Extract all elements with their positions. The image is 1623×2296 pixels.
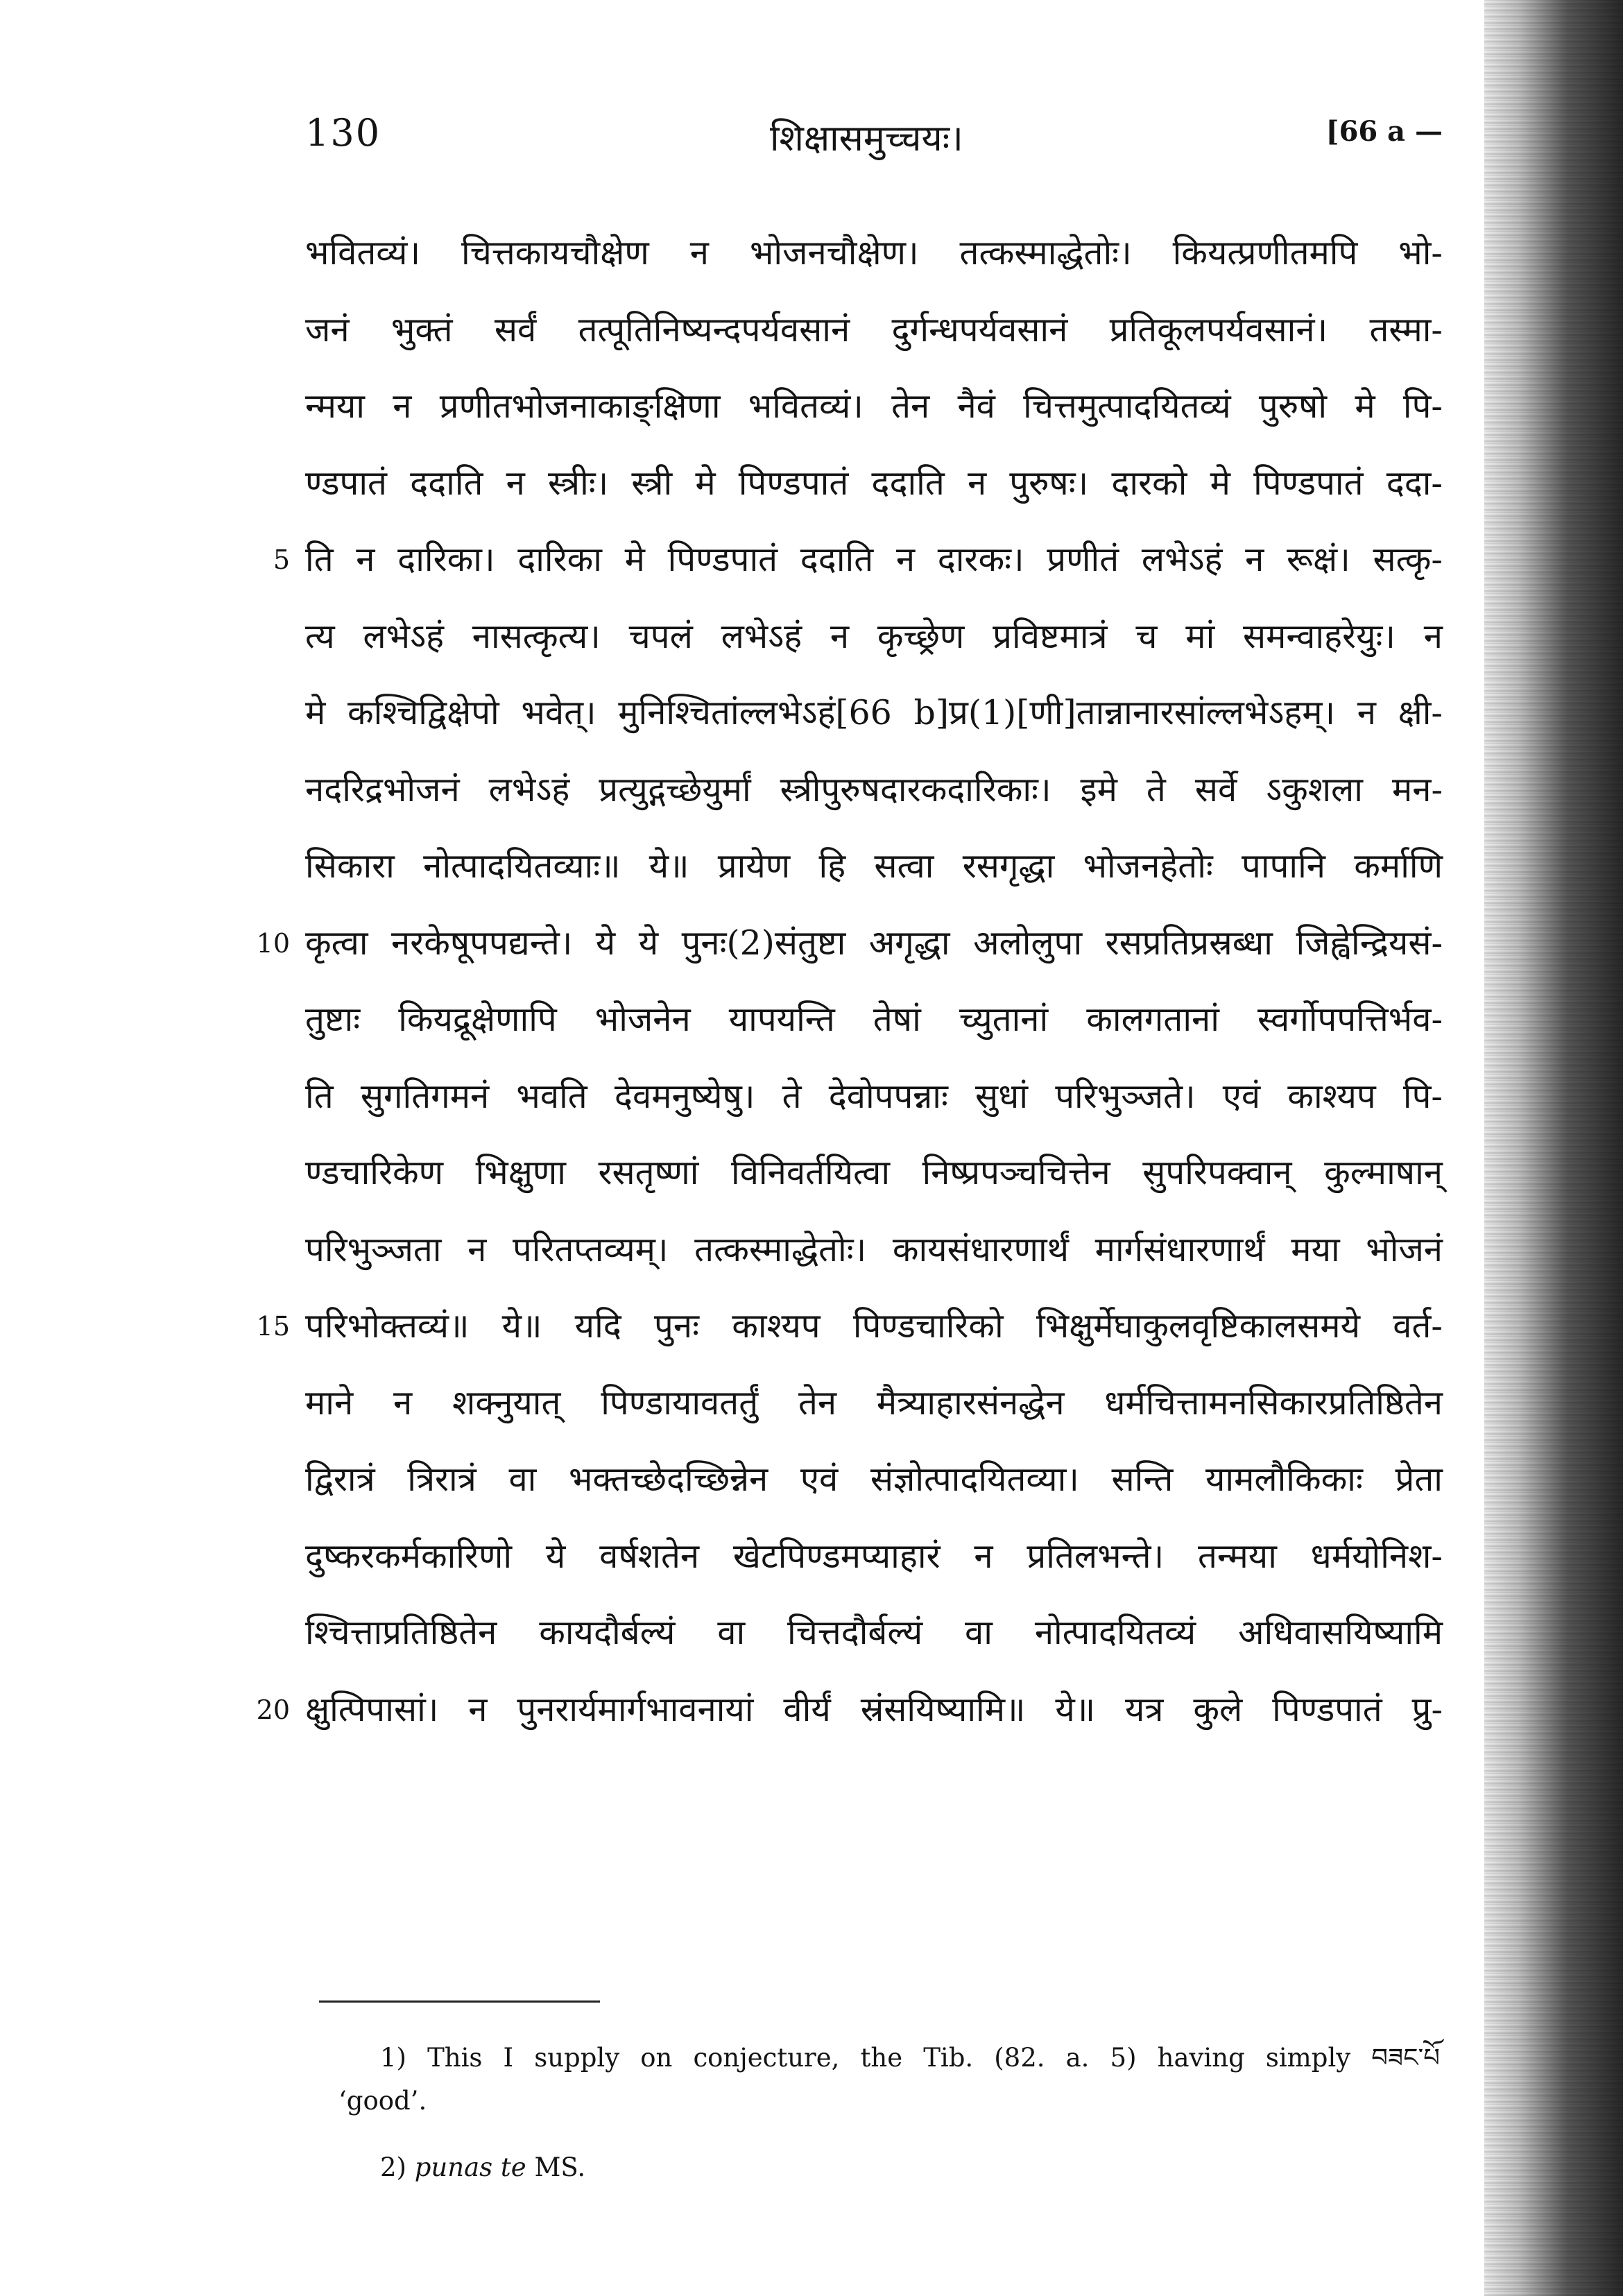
text-line [305, 292, 1443, 369]
page-number: 130 [305, 111, 381, 155]
text-line [305, 1212, 1443, 1289]
text-line [305, 1441, 1443, 1518]
text-line [305, 1365, 1443, 1442]
text-line [305, 445, 1443, 522]
line-text: ण्डपातं ददाति न स्त्रीः। स्त्री मे पिण्डपातं ददाति न पुरुषः। दारको मे पिण्डपातं ददा- [305, 463, 1443, 503]
line-number: 10 [256, 927, 290, 959]
footnote-1-continuation: ‘good’. [338, 2086, 427, 2116]
line-text: श्चित्ताप्रतिष्ठितेन कायदौर्बल्यं वा चित्तदौर्बल्यं वा नोत्पादयितव्यं अधिवासयिष्यामि [305, 1613, 1443, 1652]
line-text: परिभोक्तव्यं॥ ये॥ यदि पुनः काश्यप पिण्डचारिको भिक्षुर्मेघाकुलवृष्टिकालसमये वर्त- [305, 1306, 1443, 1346]
line-text: क्षुत्पिपासां। न पुनरार्यमार्गभावनायां वीर्यं स्रंसयिष्यामि॥ ये॥ यत्र कुले पिण्डपातं प्रु- [305, 1689, 1443, 1729]
footnote-1: 1) This I supply on conjecture, the Tib. (82. a. 5) having simply བཟང་པོ [380, 2043, 1440, 2073]
page-header [305, 111, 1443, 173]
running-title: शिक्षासमुच्चयः। [770, 118, 963, 160]
line-text: द्विरात्रं त्रिरात्रं वा भक्तच्छेदच्छिन्नेन एवं संज्ञोत्पादयितव्या। सन्ति यामलौकिकाः प्रेता [305, 1459, 1443, 1499]
line-text: ण्डचारिकेण भिक्षुणा रसतृष्णां विनिवर्तयित्वा निष्प्रपञ्चचित्तेन सुपरिपक्वान् कुल्माषान् [305, 1153, 1443, 1192]
line-number: 20 [256, 1694, 290, 1725]
line-text: तुष्टाः कियद्रूक्षेणापि भोजनेन यापयन्ति तेषां च्युतानां कालगतानां स्वर्गोपपत्तिर्भव- [305, 1000, 1443, 1039]
text-line [305, 675, 1443, 752]
folio-reference: [66 a — [1325, 115, 1443, 148]
line-text: त्य लभेऽहं नासत्कृत्य। चपलं लभेऽहं न कृच्छ्रेण प्रविष्टमात्रं च मां समन्वाहरेयुः। न [305, 616, 1443, 656]
text-line [256, 905, 1443, 982]
line-text: भवितव्यं। चित्तकायचौक्षेण न भोजनचौक्षेण। तत्कस्माद्धेतोः। कियत्प्रणीतमपि भो- [305, 233, 1443, 273]
line-number: 5 [273, 545, 290, 575]
text-line [305, 828, 1443, 905]
text-line [305, 1059, 1443, 1136]
text-line [273, 522, 1443, 599]
text-line [305, 215, 1443, 292]
text-line [305, 368, 1443, 445]
footnote-2 [380, 2152, 585, 2182]
line-text: ति न दारिका। दारिका मे पिण्डपातं ददाति न दारकः। प्रणीतं लभेऽहं न रूक्षं। सत्कृ- [305, 540, 1443, 579]
line-text: न्मया न प्रणीतभोजनाकाङ्क्षिणा भवितव्यं। तेन नैवं चित्तमुत्पादयितव्यं पुरुषो मे पि- [305, 386, 1443, 426]
text-line [305, 1135, 1443, 1212]
text-line [305, 982, 1443, 1059]
line-text: ति सुगतिगमनं भवति देवमनुष्येषु। ते देवोपपन्नाः सुधां परिभुञ्जते। एवं काश्यप पि- [305, 1076, 1443, 1116]
footnote-rule [319, 2001, 600, 2003]
line-text: नदरिद्रभोजनं लभेऽहं प्रत्युद्गच्छेयुर्मां स्त्रीपुरुषदारकदारिकाः। इमे ते सर्वे ऽकुशला मन- [305, 769, 1443, 809]
footnote-2-italic: punas te [414, 2152, 526, 2182]
page-edge-shadow [1484, 0, 1623, 2296]
line-text: कृत्वा नरकेषूपपद्यन्ते। ये ये पुनः(2)संतुष्टा अगृद्धा अलोलुपा रसप्रतिप्रस्रब्धा जिह्वेन्द्रियसं- [305, 923, 1443, 963]
text-line [256, 1288, 1443, 1365]
line-text: परिभुञ्जता न परितप्तव्यम्। तत्कस्माद्धेतोः। कायसंधारणार्थं मार्गसंधारणार्थं मया भोजनं [305, 1229, 1443, 1269]
main-text [256, 215, 1443, 1748]
line-number: 15 [256, 1311, 290, 1342]
text-line [305, 752, 1443, 829]
footnote-2-rest: MS. [534, 2152, 586, 2182]
line-text: माने न शक्नुयात् पिण्डायावतर्तुं तेन मैत्र्याहारसंनद्धेन धर्मचित्तामनसिकारप्रतिष्ठितेन [305, 1382, 1443, 1423]
line-text: दुष्करकर्मकारिणो ये वर्षशतेन खेटपिण्डमप्याहारं न प्रतिलभन्ते। तन्मया धर्मयोनिश- [305, 1536, 1443, 1576]
line-text: मे कश्चिद्विक्षेपो भवेत्। मुनिश्चितांल्लभेऽहं[66 b]प्र(1)[णी]तान्नानारसांल्लभेऽहम्। न क्षी- [305, 693, 1443, 733]
line-text: जनं भुक्तं सर्वं तत्पूतिनिष्यन्दपर्यवसानं दुर्गन्धपर्यवसानं प्रतिकूलपर्यवसानं। तस्मा- [305, 309, 1443, 350]
line-text: सिकारा नोत्पादयितव्याः॥ ये॥ प्रायेण हि सत्वा रसगृद्धा भोजनहेतोः पापानि कर्माणि [305, 846, 1443, 886]
footnote-2-number: 2) [380, 2152, 406, 2182]
text-line [256, 1672, 1443, 1749]
text-line [305, 1518, 1443, 1595]
text-line [305, 1595, 1443, 1672]
text-line [305, 599, 1443, 676]
